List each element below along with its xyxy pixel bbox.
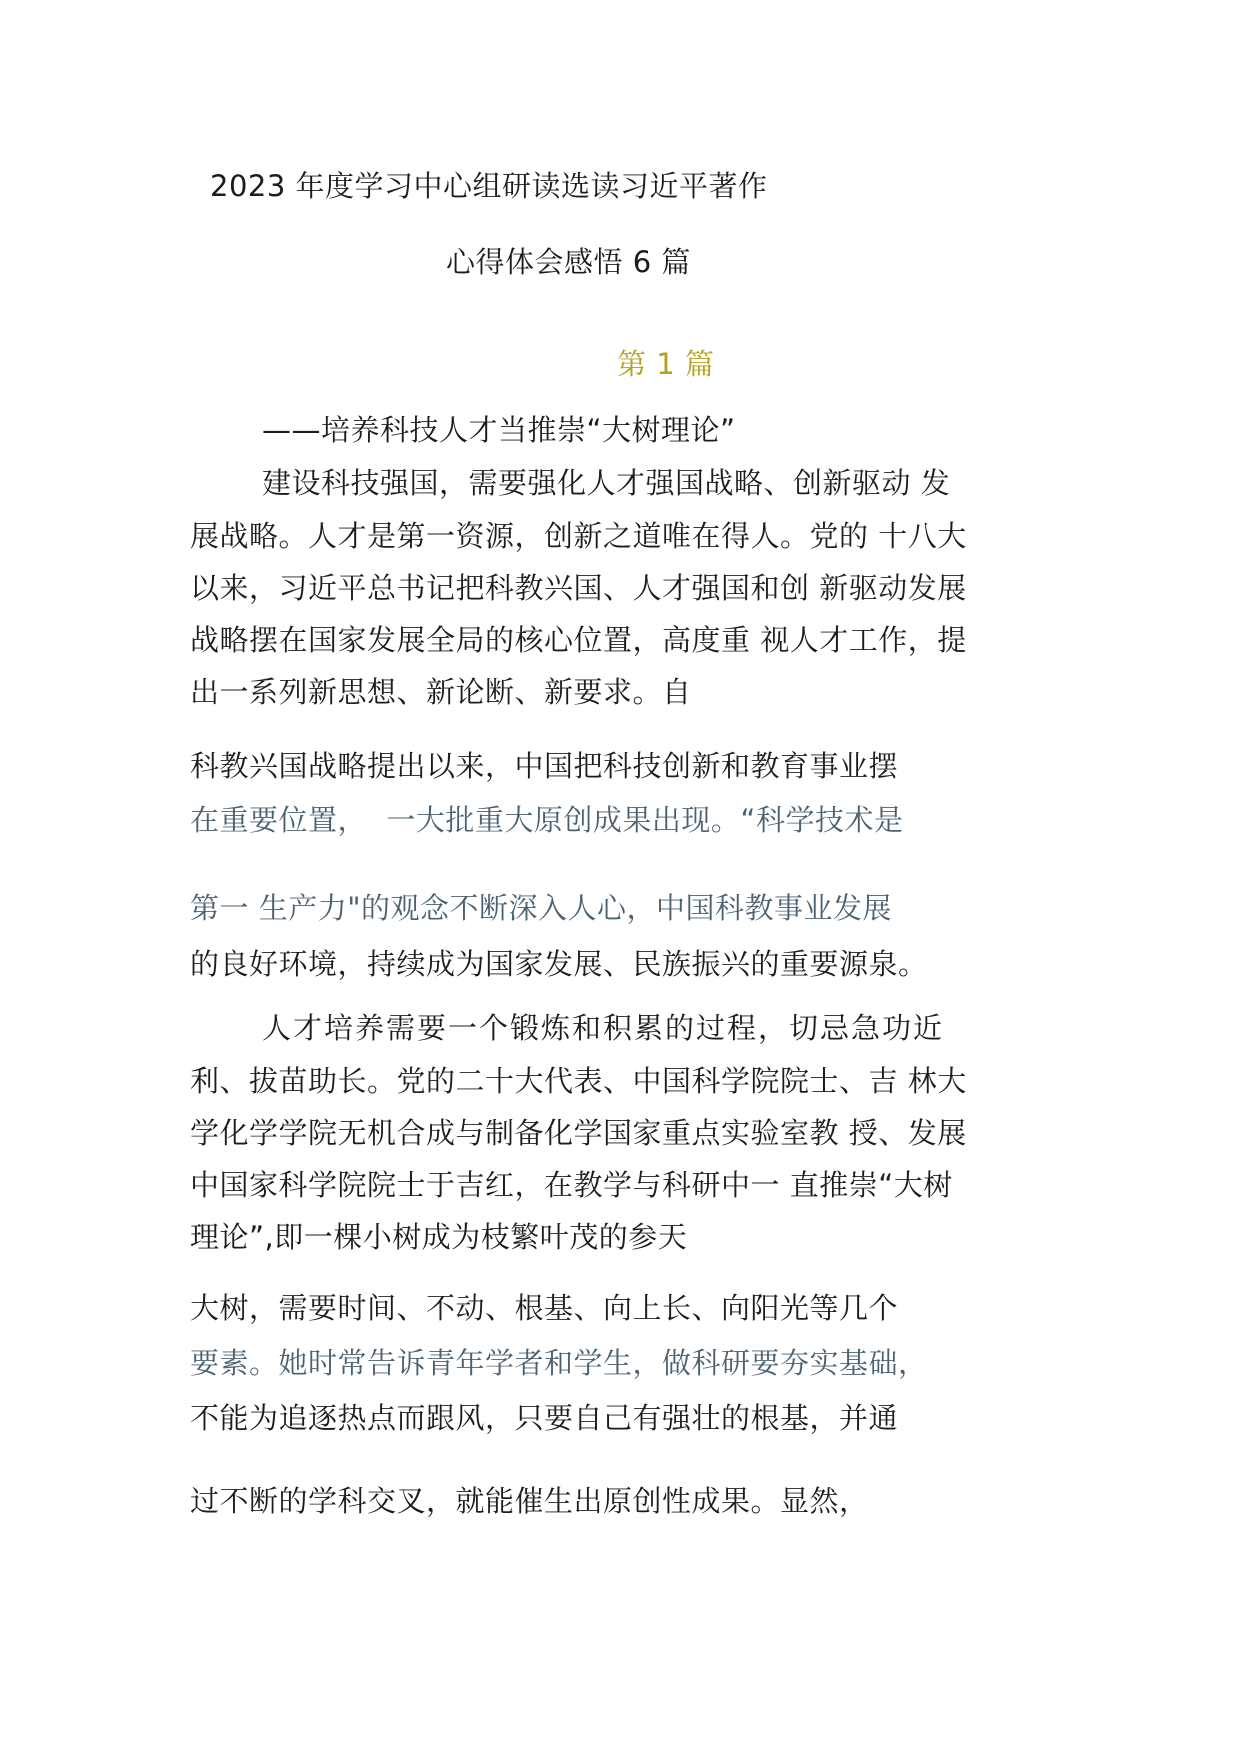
- body-line-8-highlight: 第一 生产力"的观念不断深入人心，中国科教事业发展: [190, 891, 893, 925]
- body-line-11: 利、拔苗助长。党的二十大代表、中国科学院院士、吉 林大: [190, 1064, 967, 1098]
- body-line-14: 理论”,即一棵小树成为枝繁叶茂的参天: [190, 1220, 688, 1254]
- body-line-12: 学化学学院无机合成与制备化学国家重点实验室教 授、发展: [190, 1116, 967, 1150]
- body-line-10: 人才培养需要一个锻炼和积累的过程，切忌急功近: [262, 1011, 945, 1045]
- body-line-16-highlight: 要素。她时常告诉青年学者和学生，做科研要夯实基础，: [190, 1346, 928, 1380]
- document-title-line-1: 2023 年度学习中心组研读选读习近平著作: [210, 169, 768, 203]
- body-line-2: 展战略。人才是第一资源，创新之道唯在得人。党的 十八大: [190, 519, 967, 553]
- body-line-1: 建设科技强国，需要强化人才强国战略、创新驱动 发: [262, 466, 951, 500]
- section-subtitle: ——培养科技人才当推崇“大树理论”: [262, 413, 736, 447]
- body-line-18: 过不断的学科交叉，就能催生出原创性成果。显然，: [190, 1484, 869, 1518]
- document-title-line-2: 心得体会感悟 6 篇: [446, 245, 691, 279]
- body-line-13: 中国家科学院院士于吉红，在教学与科研中一 直推崇“大树: [190, 1168, 953, 1202]
- body-line-15: 大树，需要时间、不动、根基、向上长、向阳光等几个: [190, 1291, 899, 1325]
- body-line-9: 的良好环境，持续成为国家发展、民族振兴的重要源泉。: [190, 947, 928, 981]
- body-line-6: 科教兴国战略提出以来，中国把科技创新和教育事业摆: [190, 749, 899, 783]
- body-line-4: 战略摆在国家发展全局的核心位置，高度重 视人才工作，提: [190, 623, 967, 657]
- body-line-7-highlight: 在重要位置， 一大批重大原创成果出现。“科学技术是: [190, 803, 904, 837]
- body-line-17: 不能为追逐热点而跟风，只要自己有强壮的根基，并通: [190, 1401, 899, 1435]
- body-line-3: 以来，习近平总书记把科教兴国、人才强国和创 新驱动发展: [190, 571, 967, 605]
- body-line-5: 出一系列新思想、新论断、新要求。自: [190, 675, 692, 709]
- section-heading: 第 1 篇: [617, 347, 715, 381]
